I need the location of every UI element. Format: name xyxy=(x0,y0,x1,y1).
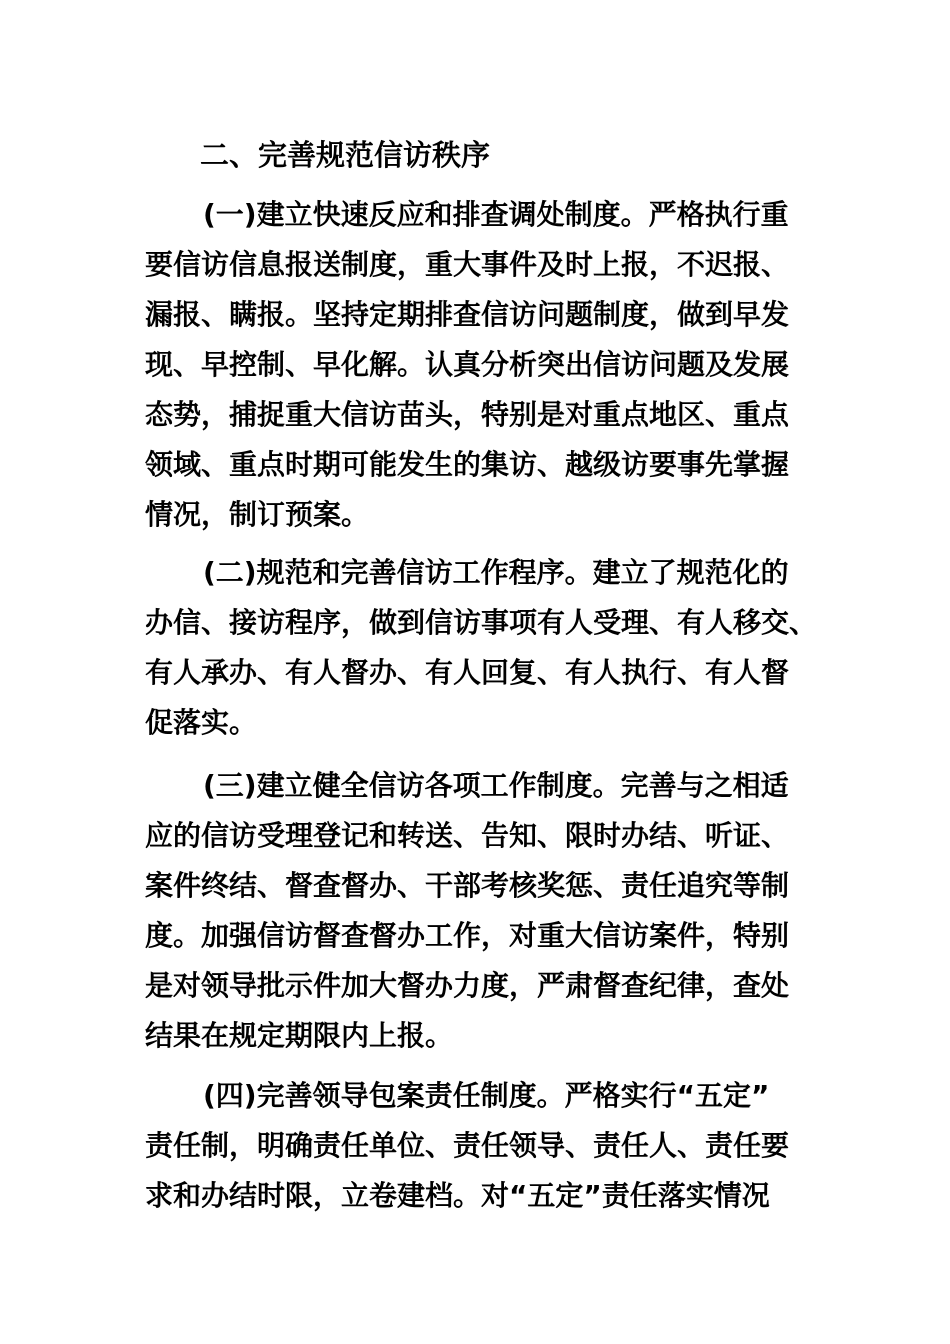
paragraph-line: 度。加强信访督查督办工作，对重大信访案件，特别 xyxy=(145,919,790,952)
paragraph-line: 态势，捕捉重大信访苗头，特别是对重点地区、重点 xyxy=(145,398,790,431)
section-heading: 二、完善规范信访秩序 xyxy=(200,138,491,172)
paragraph-line: 是对领导批示件加大督办力度，严肃督查纪律，查处 xyxy=(145,969,790,1002)
paragraph-2 xyxy=(145,548,835,748)
paragraph-line: 情况，制订预案。 xyxy=(145,498,370,531)
paragraph-4 xyxy=(145,1071,835,1221)
paragraph-line: (二)规范和完善信访工作程序。建立了规范化的 xyxy=(203,556,789,589)
paragraph-line: 结果在规定期限内上报。 xyxy=(145,1019,454,1052)
paragraph-line: 要信访信息报送制度，重大事件及时上报，不迟报、 xyxy=(145,248,790,281)
paragraph-line: (三)建立健全信访各项工作制度。完善与之相适 xyxy=(203,769,789,802)
paragraph-line: 案件终结、督查督办、干部考核奖惩、责任追究等制 xyxy=(145,869,790,902)
paragraph-line: 现、早控制、早化解。认真分析突出信访问题及发展 xyxy=(145,348,790,381)
paragraph-line: 促落实。 xyxy=(145,706,258,739)
paragraph-1 xyxy=(145,190,835,540)
paragraph-line: 办信、接访程序，做到信访事项有人受理、有人移交、 xyxy=(145,606,818,639)
paragraph-line: 应的信访受理登记和转送、告知、限时办结、听证、 xyxy=(145,819,790,852)
paragraph-line: (一)建立快速反应和排查调处制度。严格执行重 xyxy=(203,198,789,231)
paragraph-line: 责任制，明确责任单位、责任领导、责任人、责任要 xyxy=(145,1129,790,1162)
paragraph-line: 领域、重点时期可能发生的集访、越级访要事先掌握 xyxy=(145,448,790,481)
paragraph-3 xyxy=(145,761,835,1061)
paragraph-line: 有人承办、有人督办、有人回复、有人执行、有人督 xyxy=(145,656,790,689)
paragraph-line: 漏报、瞒报。坚持定期排查信访问题制度，做到早发 xyxy=(145,298,790,331)
paragraph-line: (四)完善领导包案责任制度。严格实行“五定” xyxy=(203,1079,770,1112)
paragraph-line: 求和办结时限，立卷建档。对“五定”责任落实情况 xyxy=(145,1179,770,1212)
